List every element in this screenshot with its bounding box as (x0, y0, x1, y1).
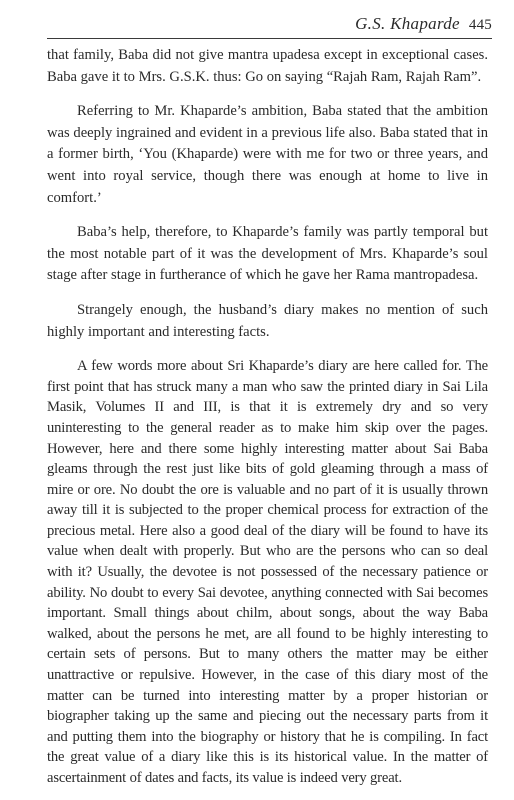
paragraph-ambition: Referring to Mr. Khaparde’s ambition, Baba stated that the ambition was deeply ingrained and evident in a previous life also. Baba stated that in a former birth, ‘You (Khaparde) were with me for two or three years, and went into royal service, though there was enough at home to live in comfort.’ (47, 103, 488, 206)
running-header (47, 14, 492, 39)
paragraph-continued: that family, Baba did not give mantra upadesa except in exceptional cases. Baba gave it to Mrs. G.S.K. thus: Go on saying “Rajah Ram, Rajah Ram”. (47, 47, 488, 85)
page-number: 445 (468, 17, 492, 33)
paragraph-babas-help: Baba’s help, therefore, to Khaparde’s family was partly temporal but the most notable part of it was the development of Mrs. Khaparde’s soul stage after stage in furtherance of which he gave her Rama mantropadesa. (47, 224, 488, 284)
running-header-author: G.S. Khaparde (355, 14, 460, 33)
paragraph-diary-value: A few words more about Sri Khaparde’s diary are here called for. The first point that has struck many a man who saw the printed diary in Sai Lila Masik, Volumes II and III, is that it is extremely dry and so very uninteresting to the general reader as to make him skip over the pages. However, here and there some highly interesting matter about Sai Baba gleams through the rest just like bits of gold gleaming through a mass of mire or ore. No doubt the ore is valuable and no part of it is usually thrown away till it is subjected to the proper chemical process for extraction of the precious metal. Here also a good deal of the diary will be found to have its value when dealt with properly. But who are the persons who can so deal with it? Usually, the devotee is not possessed of the necessary patience or ability. No doubt to every Sai devotee, anything connected with Sai becomes important. Small things about chilm, about songs, about the way Baba walked, about the persons he met, are all found to be highly interesting to certain sets of persons. But to many others the matter may be either unattractive or repulsive. However, in the case of this diary most of the matter can be turned into interesting matter by a proper historian or biographer taking up the same and piecing out the necessary parts from it and putting them into the biography or history that he is compiling. In fact the great value of a diary like this is its historical value. In the matter of ascertainment of dates and facts, its value is indeed very great. (47, 358, 488, 786)
paragraph-diary-silence: Strangely enough, the husband’s diary makes no mention of such highly important and interesting facts. (47, 301, 488, 340)
body-text (47, 45, 488, 789)
